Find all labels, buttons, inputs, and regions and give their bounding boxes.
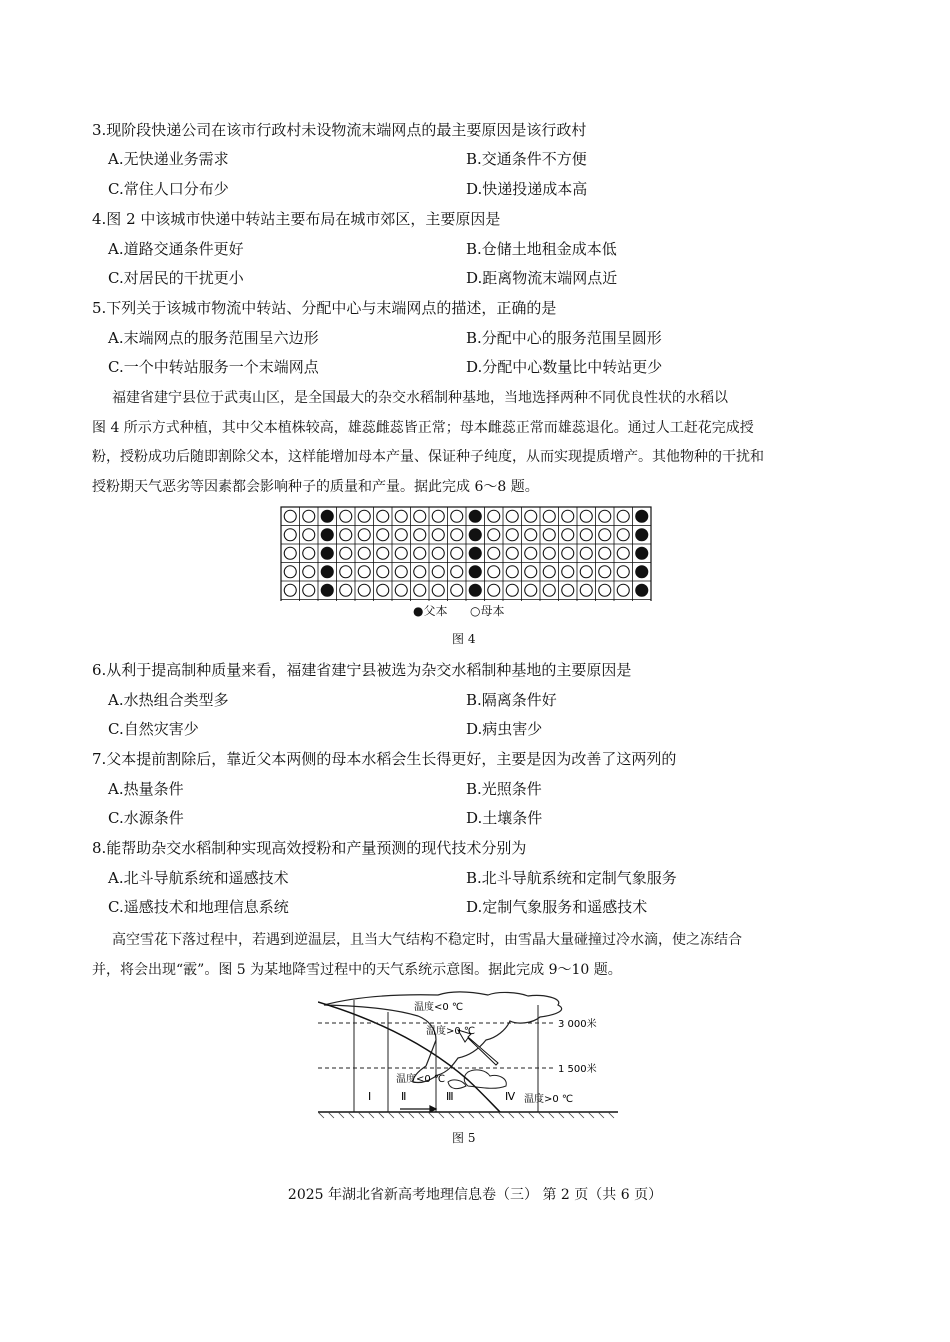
label-temp-mid: 温度>0 ℃ [426,1026,476,1037]
question-5-option-b: B.分配中心的服务范围呈圆形 [466,329,662,347]
mother-plant [617,566,629,578]
question-6-stem: 6.从利于提高制种质量来看，福建省建宁县被选为杂交水稻制种基地的主要原因是 [92,661,632,679]
question-5-option-c: C.一个中转站服务一个末端网点 [108,358,319,376]
father-plant [321,510,333,522]
label-temp-low: 温度<0 ℃ [396,1074,446,1085]
mother-plant [488,529,500,541]
mother-plant [562,510,574,522]
father-plant [469,584,481,596]
mother-plant [543,510,555,522]
mother-plant [377,529,389,541]
mother-plant [284,566,296,578]
mother-plant [506,584,518,596]
mother-plant [617,584,629,596]
mother-plant [543,547,555,559]
question-4-option-c: C.对居民的干扰更小 [108,269,244,287]
mother-plant [451,584,463,596]
mother-plant [580,547,592,559]
question-3-option-a: A.无快递业务需求 [108,150,229,168]
zone-label-1: Ⅰ [368,1090,372,1103]
question-6-option-b: B.隔离条件好 [466,691,557,709]
mother-plant [543,566,555,578]
mother-plant [451,547,463,559]
mother-plant [395,529,407,541]
mother-plant [451,529,463,541]
mother-plant [284,584,296,596]
mother-plant [580,566,592,578]
mother-plant [303,529,315,541]
question-4-stem: 4.图 2 中该城市快递中转站主要布局在城市郊区，主要原因是 [92,210,501,228]
question-4-option-a: A.道路交通条件更好 [108,240,244,258]
mother-plant [543,529,555,541]
label-temp-right: 温度>0 ℃ [524,1094,574,1105]
father-plant [321,584,333,596]
mother-plant [562,529,574,541]
mother-plant [580,529,592,541]
mother-plant [377,584,389,596]
question-7-stem: 7.父本提前割除后，靠近父本两侧的母本水稻会生长得更好，主要是因为改善了这两列的 [92,750,677,768]
mother-plant [599,510,611,522]
mother-plant [488,510,500,522]
question-5-option-d: D.分配中心数量比中转站更少 [466,358,663,376]
father-plant [636,529,648,541]
mother-plant [580,584,592,596]
figure-4-legend-father: ●父本 [413,604,448,618]
mother-plant [414,566,426,578]
hail-passage-line-2: 并，将会出现“霰”。图 5 为某地降雪过程中的天气系统示意图。据此完成 9～10 题。 [92,961,622,978]
question-7-option-b: B.光照条件 [466,780,542,798]
question-4-option-d: D.距离物流末端网点近 [466,269,618,287]
question-7-option-d: D.土壤条件 [466,809,543,827]
mother-plant [562,584,574,596]
mother-plant [358,566,370,578]
zone-label-3: Ⅲ [446,1090,454,1103]
question-3-option-d: D.快递投递成本高 [466,180,588,198]
mother-plant [358,510,370,522]
mother-plant [562,547,574,559]
mother-plant [451,510,463,522]
mother-plant [525,584,537,596]
zone-label-4: Ⅳ [505,1090,516,1103]
mother-plant [303,547,315,559]
father-plant [469,566,481,578]
zone-label-2: Ⅱ [401,1090,407,1103]
mother-plant [284,529,296,541]
rice-passage-line-4: 授粉期天气恶劣等因素都会影响种子的质量和产量。据此完成 6～8 题。 [92,478,539,495]
mother-plant [340,566,352,578]
question-6-option-c: C.自然灾害少 [108,720,199,738]
question-4-option-b: B.仓储土地租金成本低 [466,240,617,258]
mother-plant [617,529,629,541]
father-plant [636,547,648,559]
mother-plant [617,547,629,559]
question-7-option-a: A.热量条件 [108,780,184,798]
question-3-stem: 3.现阶段快递公司在该市行政村未设物流末端网点的最主要原因是该行政村 [92,121,587,139]
mother-plant [284,547,296,559]
father-plant [321,566,333,578]
movement-arrow [400,1106,436,1112]
mother-plant [377,547,389,559]
mother-plant [506,510,518,522]
question-8-option-c: C.遥感技术和地理信息系统 [108,898,289,916]
mother-plant [414,529,426,541]
mother-plant [284,510,296,522]
mother-plant [525,510,537,522]
question-5-stem: 5.下列关于该城市物流中转站、分配中心与末端网点的描述，正确的是 [92,299,557,317]
figure-5-caption: 图 5 [452,1131,476,1145]
mother-plant [395,566,407,578]
rice-passage-line-3: 粉，授粉成功后随即割除父本，这样能增加母本产量、保证种子纯度，从而实现提质增产。其他物种的干扰和 [92,449,764,465]
mother-plant [395,584,407,596]
question-6-option-d: D.病虫害少 [466,720,543,738]
mother-plant [414,510,426,522]
rice-passage-line-1: 福建省建宁县位于武夷山区，是全国最大的杂交水稻制种基地，当地选择两种不同优良性状的水稻以 [112,390,728,406]
mother-plant [340,529,352,541]
figure-4-legend-mother: ○母本 [470,604,505,618]
father-plant [321,547,333,559]
mother-plant [506,566,518,578]
mother-plant [414,547,426,559]
question-3-option-b: B.交通条件不方便 [466,150,587,168]
hail-passage [92,926,862,985]
mother-plant [599,529,611,541]
question-5-option-a: A.末端网点的服务范围呈六边形 [108,329,319,347]
mother-plant [358,584,370,596]
mother-plant [543,584,555,596]
label-temp-top: 温度<0 ℃ [414,1002,464,1013]
mother-plant [525,566,537,578]
father-plant [636,510,648,522]
page-footer: 2025 年湖北省新高考地理信息卷（三） 第 2 页（共 6 页） [287,1187,663,1203]
mother-plant [432,510,444,522]
mother-plant [506,529,518,541]
mother-plant [525,529,537,541]
mother-plant [599,566,611,578]
question-3-option-c: C.常住人口分布少 [108,180,229,198]
mother-plant [488,584,500,596]
mother-plant [340,584,352,596]
mother-plant [358,529,370,541]
mother-plant [377,566,389,578]
mother-plant [506,547,518,559]
mother-plant [599,547,611,559]
mother-plant [580,510,592,522]
label-altitude-3000: 3 000米 [558,1019,597,1030]
father-plant [469,547,481,559]
father-plant [469,529,481,541]
figure-4-caption: 图 4 [452,632,476,646]
mother-plant [414,584,426,596]
mother-plant [377,510,389,522]
question-7-option-c: C.水源条件 [108,809,184,827]
label-altitude-1500: 1 500米 [558,1064,597,1075]
father-plant [469,510,481,522]
mother-plant [488,566,500,578]
mother-plant [488,547,500,559]
mother-plant [432,529,444,541]
figure-4-planting-grid [279,505,653,601]
mother-plant [451,566,463,578]
question-8-option-a: A.北斗导航系统和遥感技术 [108,869,289,887]
mother-plant [395,510,407,522]
mother-plant [395,547,407,559]
mother-plant [599,584,611,596]
question-6-option-a: A.水热组合类型多 [108,691,229,709]
father-plant [321,529,333,541]
mother-plant [432,547,444,559]
rice-passage [92,384,862,502]
mother-plant [432,566,444,578]
father-plant [636,584,648,596]
question-8-option-b: B.北斗导航系统和定制气象服务 [466,869,677,887]
mother-plant [617,510,629,522]
mother-plant [432,584,444,596]
question-8-option-d: D.定制气象服务和遥感技术 [466,898,648,916]
mother-plant [358,547,370,559]
figure-5-weather-diagram [318,990,618,1120]
mother-plant [562,566,574,578]
mother-plant [340,510,352,522]
mother-plant [340,547,352,559]
mother-plant [303,510,315,522]
mother-plant [525,547,537,559]
rice-passage-line-2: 图 4 所示方式种植，其中父本植株较高，雄蕊雌蕊皆正常；母本雌蕊正常而雄蕊退化。通过人工赶花完成授 [92,419,754,436]
mother-plant [303,566,315,578]
mother-plant [303,584,315,596]
father-plant [636,566,648,578]
question-8-stem: 8.能帮助杂交水稻制种实现高效授粉和产量预测的现代技术分别为 [92,839,527,857]
hail-passage-line-1: 高空雪花下落过程中，若遇到逆温层，且当大气结构不稳定时，由雪晶大量碰撞过冷水滴，使之冻结合 [112,932,742,948]
